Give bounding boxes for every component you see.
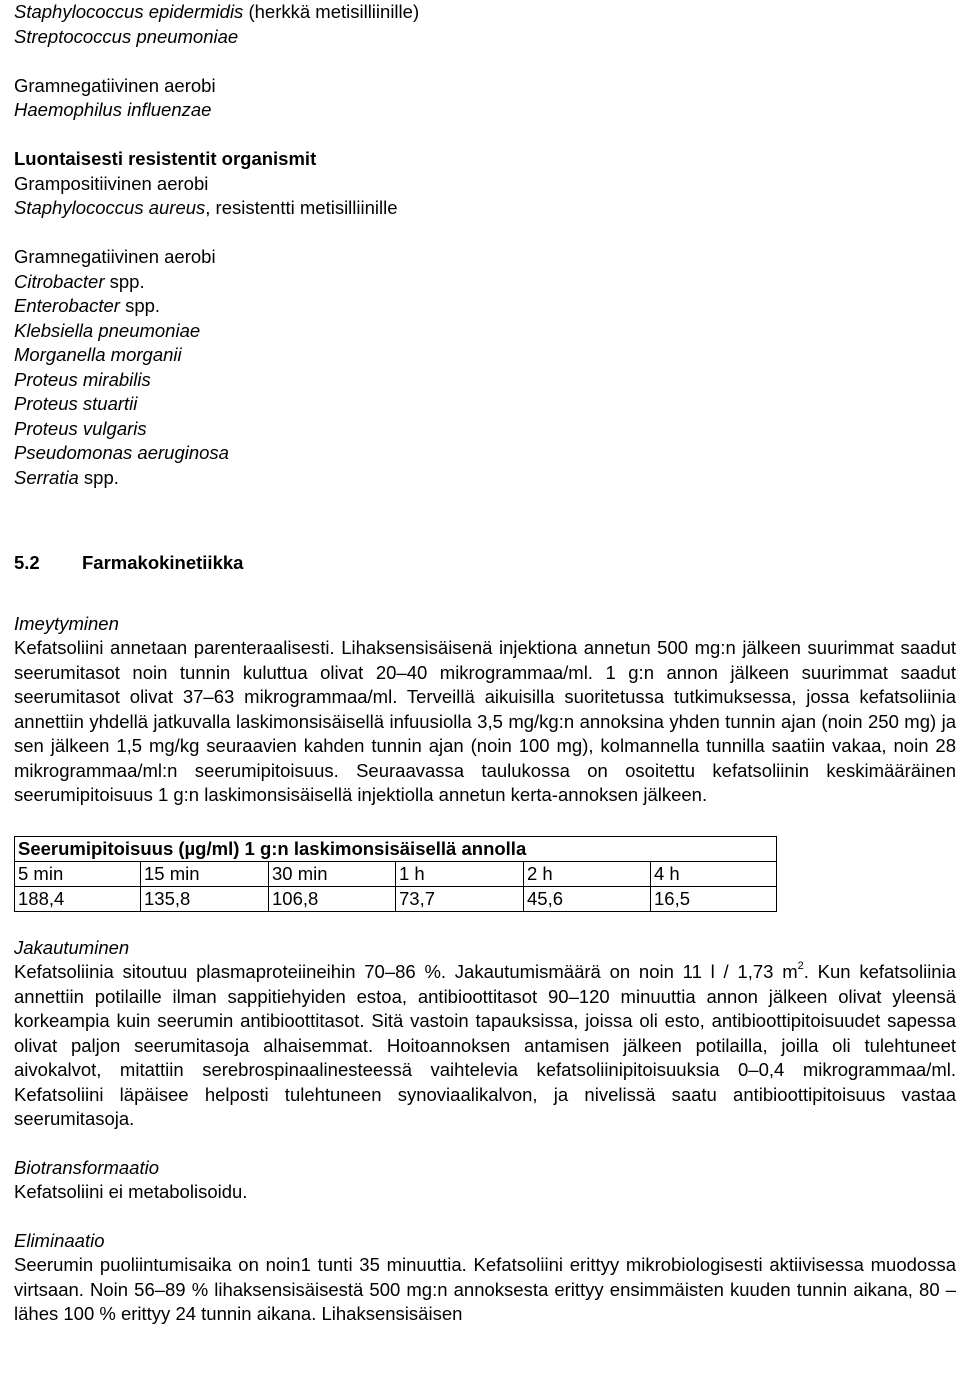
subheading-elimination: Eliminaatio <box>14 1229 105 1251</box>
organism-note: spp. <box>104 270 145 292</box>
subheading-distribution: Jakautuminen <box>14 936 130 958</box>
table-cell: 73,7 <box>396 886 524 911</box>
elimination-paragraph: Seerumin puoliintumisaika on noin1 tunti 35 minuuttia. Kefatsoliini erittyy mikrobiologisesti aktiivisessa muodossa virtsaan. Noin 56–89 % lihaksensisäisestä 500 mg:n annoksesta erittyy ensimmäisten kuuden tunnin aikana, 80 – lähes 100 % erittyy 24 tunnin aikana. Lihaksensisäisen <box>14 1254 956 1324</box>
organism-line <box>14 294 956 319</box>
organism-line <box>14 441 956 466</box>
serum-concentration-table <box>14 836 777 912</box>
organism-line: Streptococcus pneumoniae <box>14 25 239 47</box>
organism-name: Proteus mirabilis <box>14 368 151 390</box>
organism-note: spp. <box>78 466 119 488</box>
organism-name: Citrobacter <box>14 270 105 292</box>
superscript: 2 <box>797 959 804 972</box>
gramneg-heading: Gramnegatiivinen aerobi <box>14 246 216 267</box>
grampos-heading: Grampositiivinen aerobi <box>14 172 209 194</box>
gramneg-heading: Gramnegatiivinen aerobi <box>14 74 216 96</box>
organism-name: Proteus vulgaris <box>14 417 147 439</box>
organism-line <box>14 417 956 442</box>
biotransformation-paragraph: Kefatsoliini ei metabolisoidu. <box>14 1181 248 1202</box>
distribution-text-b: . Kun kefatsoliinia annettiin potilaille ilman sappitiehyiden estoa, antibioottitasot 90–120 minuuttia annon jälkeen olivat yleensä korkeampia kuin seerumin antibioottitasot. Sitä vastoin tapauksissa, joissa oli esto, antibioottipitoisuudet sapessa olivat paljon seerumitasoja alhaisemmat. Hoitoannoksen antamisen jälkeen potilailla, joilla oli tulehtuneet aivokalvot, mitattiin serebrospinaalinesteessä vaihtelevia kefatsoliinipitoisuuksia 0–0,4 mikrogrammaa/ml. Kefatsoliini läpäisee helposti tulehtuneen synoviaalikalvon, ja nivelissä saatu antibioottipitoisuus vastaa seerumitasoja. <box>14 961 956 1129</box>
table-cell: 15 min <box>141 861 269 886</box>
table-cell: 4 h <box>651 861 777 886</box>
organism-line <box>14 319 956 344</box>
organism-name: Klebsiella pneumoniae <box>14 319 201 341</box>
distribution-paragraph <box>14 960 956 1132</box>
table-cell: 16,5 <box>651 886 777 911</box>
organism-name: Morganella morganii <box>14 344 182 365</box>
organism-name: Proteus stuartii <box>14 393 138 414</box>
organism-name: Enterobacter <box>14 295 120 316</box>
organism-note: , resistentti metisilliinille <box>205 197 398 218</box>
table-cell: 106,8 <box>269 886 396 911</box>
organism-line <box>14 392 956 417</box>
organism-name: Serratia <box>14 466 79 488</box>
organism-line <box>14 368 956 393</box>
subheading-absorption: Imeytyminen <box>14 612 119 634</box>
resistant-title: Luontaisesti resistentit organismit <box>14 148 317 169</box>
organism-line <box>14 270 956 295</box>
table-cell: 30 min <box>269 861 396 886</box>
section-heading <box>14 551 956 576</box>
organism-line <box>14 343 956 368</box>
organism-line <box>14 0 956 25</box>
organism-note: spp. <box>119 295 161 316</box>
table-cell: 45,6 <box>524 886 651 911</box>
organism-name: Pseudomonas aeruginosa <box>14 442 229 463</box>
document-page <box>14 0 956 1327</box>
section-number: 5.2 <box>14 552 40 573</box>
absorption-paragraph: Kefatsoliini annetaan parenteraalisesti. Lihaksensisäisenä injektiona annetun 500 mg:n jälkeen suurimmat saadut seerumitasot noin tunnin kuluttua olivat 20–40 mikrogrammaa/ml. 1 g:n annon jälkeen suurimmat saadut seerumitasot olivat 37–63 mikrogrammaa/ml. Terveillä aikuisilla suoritetussa tutkimuksessa, jossa kefatsoliinia annettiin yhdellä jatkuvalla laskimonsisäisellä infuusiolla 3,5 mg/kg:n annoksina yhden tunnin ajan (noin 250 mg) ja sen jälkeen 1,5 mg/kg seuraavien kahden tunnin ajan (noin 100 mg), kolmannella tunnilla saatiin vakaa, noin 28 mikrogrammaa/ml:n seerumipitoisuus. Seuraavassa taulukossa on osoitettu kefatsoliinin keskimääräinen seerumipitoisuus 1 g:n laskimonsisäisellä injektiolla annetun kerta-annoksen jälkeen. <box>14 637 956 805</box>
table-row-times <box>15 861 777 886</box>
organism-line: Haemophilus influenzae <box>14 99 212 120</box>
table-cell: 5 min <box>15 861 141 886</box>
distribution-text-a: Kefatsoliinia sitoutuu plasmaproteiineihin 70–86 %. Jakautumismäärä on noin 11 l / 1,73 m <box>14 961 798 982</box>
section-title: Farmakokinetiikka <box>82 552 244 573</box>
table-cell: 135,8 <box>141 886 269 911</box>
subheading-biotransformation: Biotransformaatio <box>14 1156 159 1178</box>
table-header-row <box>15 836 777 861</box>
table-header: Seerumipitoisuus (µg/ml) 1 g:n laskimonsisäisellä annolla <box>15 836 777 861</box>
organism-line <box>14 196 956 221</box>
organism-name: Staphylococcus aureus <box>14 197 206 218</box>
resistant-organism-list <box>14 270 956 491</box>
table-cell: 188,4 <box>15 886 141 911</box>
organism-line <box>14 466 956 491</box>
organism-note: (herkkä metisilliinille) <box>243 1 420 22</box>
organism-name: Staphylococcus epidermidis <box>14 1 244 22</box>
table-cell: 2 h <box>524 861 651 886</box>
table-row-values <box>15 886 777 911</box>
table-cell: 1 h <box>396 861 524 886</box>
